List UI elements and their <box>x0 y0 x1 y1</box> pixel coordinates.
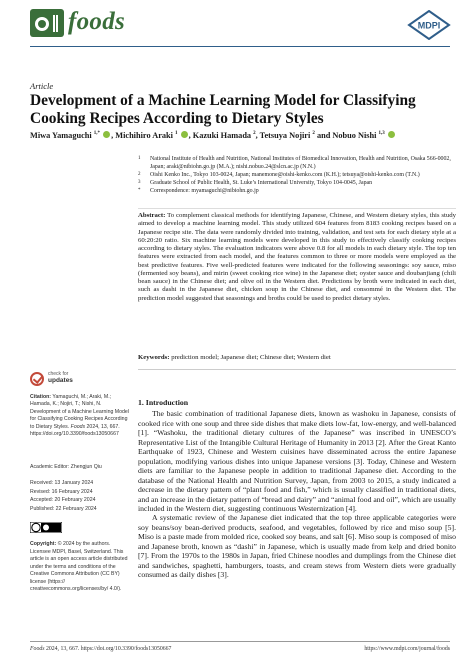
orcid-icon[interactable] <box>181 131 188 138</box>
academic-editor: Academic Editor: Zhengjun Qiu <box>30 464 102 470</box>
affiliation-item <box>138 156 456 172</box>
footer-journal-link[interactable]: https://www.mdpi.com/journal/foods <box>364 646 450 652</box>
author-name[interactable]: Michihiro Araki <box>115 131 173 140</box>
citation-journal: Foods <box>70 423 86 430</box>
footer-doi-link[interactable]: 2024, 13, 667. https://doi.org/10.3390/foods13050667 <box>45 646 172 652</box>
mdpi-logo-icon <box>407 10 451 40</box>
footer-citation <box>30 646 171 652</box>
article-dates <box>30 479 130 513</box>
article-type: Article <box>30 81 54 91</box>
keywords-label: Keywords: <box>138 354 170 361</box>
body-paragraph: The basic combination of traditional Japanese diets, known as washoku in Japanese, consists of cooked rice with one soup and three side dishes that make diets low-fat, low-energy, and well-balanced [1]. “Washoku, the traditional dietary cultures of the Japanese” was inscribed in UNESCO’s Representative List of the Intangible Cultural Heritage of Humanity in 2013 [2]. After the Great Kanto Earthquake of 1923, Chinese and Western cuisines have disseminated across the entire Japanese population, modifying various dishes into unique Japanese versions [3]. Today, Chinese and Western diets are familiar to the Japanese people in addition to traditional Japanese diet. According to the database of the National Health and Nutrition Survey, Japan, from 2003 to 2015, a study indicated a decrease in the dietary pattern of “plant food and fish,” which is usually classified in traditional diets, and an increase in the dietary pattern of “bread and dairy” and “animal food and oil”, which are usually included in the Western diet, suggesting continuous Westernization [4]. <box>138 409 456 514</box>
footer-journal: Foods <box>30 646 45 652</box>
keywords-text: prediction model; Japanese diet; Chinese diet; Western diet <box>171 354 331 361</box>
affiliation-text: National Institute of Health and Nutrition, National Institutes of Biomedical Innovation, Health and Nutrition, Osaka 566-0002, Japan; araki@nibiohn.go.jp (M.A.); nishi.nobuo.24@slcn.ac.jp (N.N.) <box>150 156 451 170</box>
author-name[interactable]: Miwa Yamaguchi <box>30 131 92 140</box>
mdpi-logo-text: MDPI <box>417 20 441 31</box>
citation-label: Citation: <box>30 394 52 400</box>
check-for-updates-button[interactable] <box>30 371 90 389</box>
date-accepted: Accepted: 20 February 2024 <box>30 497 96 504</box>
author-affiliation-mark: 2 <box>253 131 256 137</box>
orcid-icon[interactable] <box>103 131 110 138</box>
check-updates-icon <box>30 372 44 386</box>
author-affiliation-mark: 1 <box>175 131 178 137</box>
affiliation-number: 3 <box>138 179 141 185</box>
author-affiliation-mark: 2 <box>312 131 315 137</box>
abstract <box>138 212 456 303</box>
citation-text: Yamaguchi, M.; Araki, M.; Hamada, K.; Nojiri, T.; Nishi, N. Development of a Machine Learning Model for Classifying Cooking Recipes According to Dietary Styles. <box>30 394 129 430</box>
date-received: Received: 13 January 2024 <box>30 480 94 486</box>
section-heading-introduction: 1. Introduction <box>138 398 189 407</box>
keywords-divider <box>138 369 456 370</box>
abstract-divider <box>138 208 456 209</box>
author-list: Miwa Yamaguchi $^{1,*}$ , Michihiro Araki $^1$ , Kazuki Hamada $^2$, Tetsuya Nojiri $^2$ and Nobuo Nishi $^{1,3}$ <box>30 131 450 140</box>
orcid-icon[interactable] <box>388 131 395 138</box>
article-title: Development of a Machine Learning Model for Classifying Cooking Recipes According to Dietary Styles <box>30 92 416 127</box>
author-name[interactable]: Tetsuya Nojiri <box>259 131 311 140</box>
citation-block <box>30 394 130 438</box>
affiliation-item <box>138 188 456 196</box>
affiliation-text: Oishi Kenko Inc., Tokyo 103-0024, Japan; manemone@oishi-kenko.com (K.H.); tetsuya@oishi-kenko.com (T.N.) <box>150 171 420 178</box>
author-name[interactable]: Nobuo Nishi <box>332 131 377 140</box>
date-published: Published: 22 February 2024 <box>30 505 97 512</box>
author-affiliation-mark: 1,3 <box>378 131 385 137</box>
affiliation-number: 1 <box>138 156 141 161</box>
check-updates-line1: check for <box>48 371 69 377</box>
affiliations <box>138 156 456 196</box>
abstract-text: To complement classical methods for identifying Japanese, Chinese, and Western dietary styles, this study aimed to develop a machine learning model. This study utilized 604 features from 8183 cooking recipes based on a Japanese recipe site. The data were randomly divided into training, validation, and test sets for each dietary style at a 60:20:20 ratio. Six machine learning models were developed in this study to effectively classify cooking recipes according to dietary styles. The evaluation indicators were above 0.8 for all models in each dietary style. The top ten features were extracted from each model, and the features common to three or more models were employed as the best predictive features. Five well-predicted features were indicated for the following seasonings: soy sauce, miso (fermented soy beans), and mirin (sweet cooking rice wine) in the Japanese diet; oyster sauce and doubanjiang (chili bean sauce) in the Chinese diet; and olive oil in the Western diet. Predictions by broth were indicated in each diet, such as dashi in the Japanese diet, chicken soup in the Chinese diet, and consommé in the Western diet. The prediction model suggested that seasonings and broths could be used to predict dietary styles. <box>138 212 456 302</box>
copyright-text: © 2024 by the authors. Licensee MDPI, Basel, Switzerland. This article is an open access article distributed under the terms and conditions of the Creative Commons Attribution (CC BY) license (https:// creativecommons.org/licenses/by/ 4.0/). <box>30 541 128 592</box>
header-divider <box>30 46 450 47</box>
copyright-block <box>30 541 130 594</box>
affiliation-text: Graduate School of Public Health, St. Luke’s International University, Tokyo 104-0045, Japan <box>150 179 373 186</box>
affiliation-item <box>138 172 456 180</box>
date-revised: Revised: 16 February 2024 <box>30 488 93 495</box>
affiliation-number: 2 <box>138 171 141 177</box>
copyright-label: Copyright: <box>30 541 57 547</box>
keywords <box>138 354 456 362</box>
affiliation-text: Correspondence: myamaguchi@nibiohn.go.jp <box>150 187 259 194</box>
author-name[interactable]: Kazuki Hamada <box>192 131 252 140</box>
foods-logo-icon <box>30 9 64 37</box>
affiliation-number: * <box>138 187 141 193</box>
citation-doi-link[interactable]: 2024, 13, 667. https://doi.org/10.3390/foods13050667 <box>30 423 120 438</box>
abstract-label: Abstract: <box>138 212 166 219</box>
body-paragraph: A systematic review of the Japanese diet indicated that the top three applicable categories were soy beans/soy bean-derived products, seafood, and vegetables, followed by rice and miso soup [5]. Miso is a paste made from molded rice, cooked soy beans, and salt [6]. Miso soup is composed of miso and Japanese broth, known as “dashi” in Japanese, which is usually made from kelp and dried bonito [7]. From the 1970s to the 1980s in Japan, fried Chinese noodles and dumplings from the Chinese diet and sandwiches, spaghetti, hamburgers, toasts, and cream stews from Western diets were gradually consumed as daily dishes [3]. <box>138 513 456 580</box>
check-updates-line2: updates <box>48 377 73 384</box>
journal-name: foods <box>68 8 126 35</box>
cc-license-icon[interactable] <box>30 522 62 533</box>
author-affiliation-mark: 1,* <box>93 131 101 137</box>
footer-divider <box>30 641 450 642</box>
affiliation-item <box>138 180 456 188</box>
